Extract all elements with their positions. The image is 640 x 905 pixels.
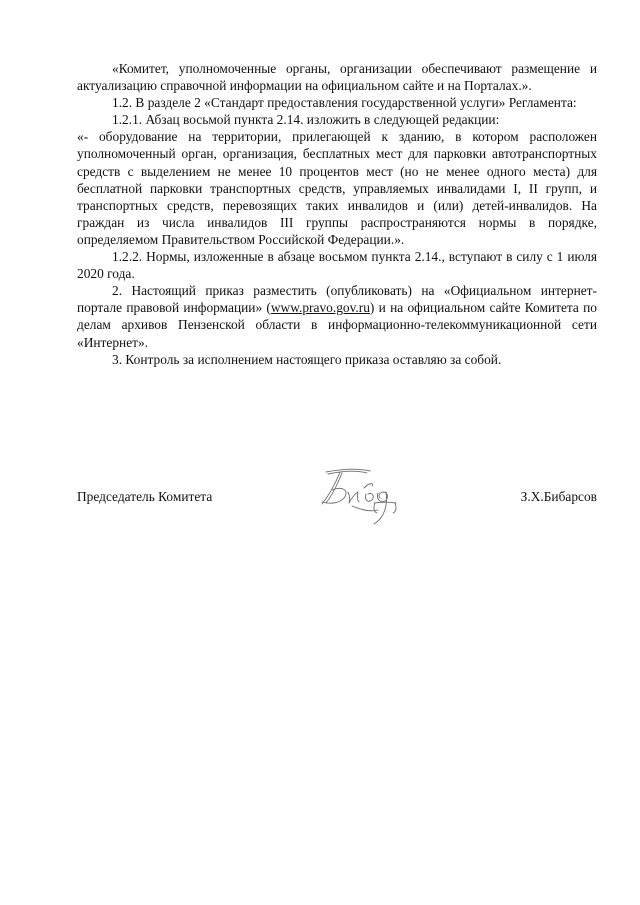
paragraph-quote-parking [77,128,597,248]
paragraph-comitet [77,60,597,94]
handwritten-signature [312,466,407,528]
document-body [77,60,597,368]
paragraph-2-publish [77,282,597,350]
paragraph-text: 2. Настоящий приказ разместить (опубликовать) на «Официальном интернет-портале правовой информации» ( [77,283,597,316]
pravo-link[interactable]: www.pravo.gov.ru [270,300,370,316]
paragraph-text: 3. Контроль за исполнением настоящего приказа оставляю за собой. [112,351,502,367]
paragraph-text: 1.2. В разделе 2 «Стандарт предоставления государственной услуги» Регламента: [112,95,577,111]
paragraph-text: 1.2.1. Абзац восьмой пункта 2.14. изложить в следующей редакции: [112,112,500,128]
paragraph-text: ) и на официальном сайте Комитета по делам архивов Пензенской области в информационно-телекоммуникационной сети «Интернет». [77,300,598,350]
paragraph-text: «- оборудование на территории, прилегающей к зданию, в котором расположен уполномоченный орган, организация, бесплатных мест для парковки автотранспортных средств с выделением не менее 10 процентов мест (но не менее одного места) для бесплатной парковки транспортных средств, управляемых инвалидами I, II групп, и транспортных средств, перевозящих таких инвалидов и (или) детей-инвалидов. На граждан из числа инвалидов III группы распространяются нормы в порядке, определяемом Правительством Российской Федерации.». [77,129,597,247]
paragraph-text: «Комитет, уполномоченные органы, организации обеспечивают размещение и актуализацию справочной информации на официальном сайте и на Порталах.». [77,61,597,94]
paragraph-text: 1.2.2. Нормы, изложенные в абзаце восьмом пункта 2.14., вступают в силу с 1 июля 2020 года. [77,249,597,282]
signatory-name: З.Х.Бибарсов [520,489,597,504]
paragraph-1-2-2 [77,248,597,282]
paragraph-1-2 [77,94,597,111]
signature-block [77,488,597,528]
paragraph-3-control [77,351,597,368]
paragraph-1-2-1 [77,111,597,128]
signatory-title: Председатель Комитета [77,489,213,504]
